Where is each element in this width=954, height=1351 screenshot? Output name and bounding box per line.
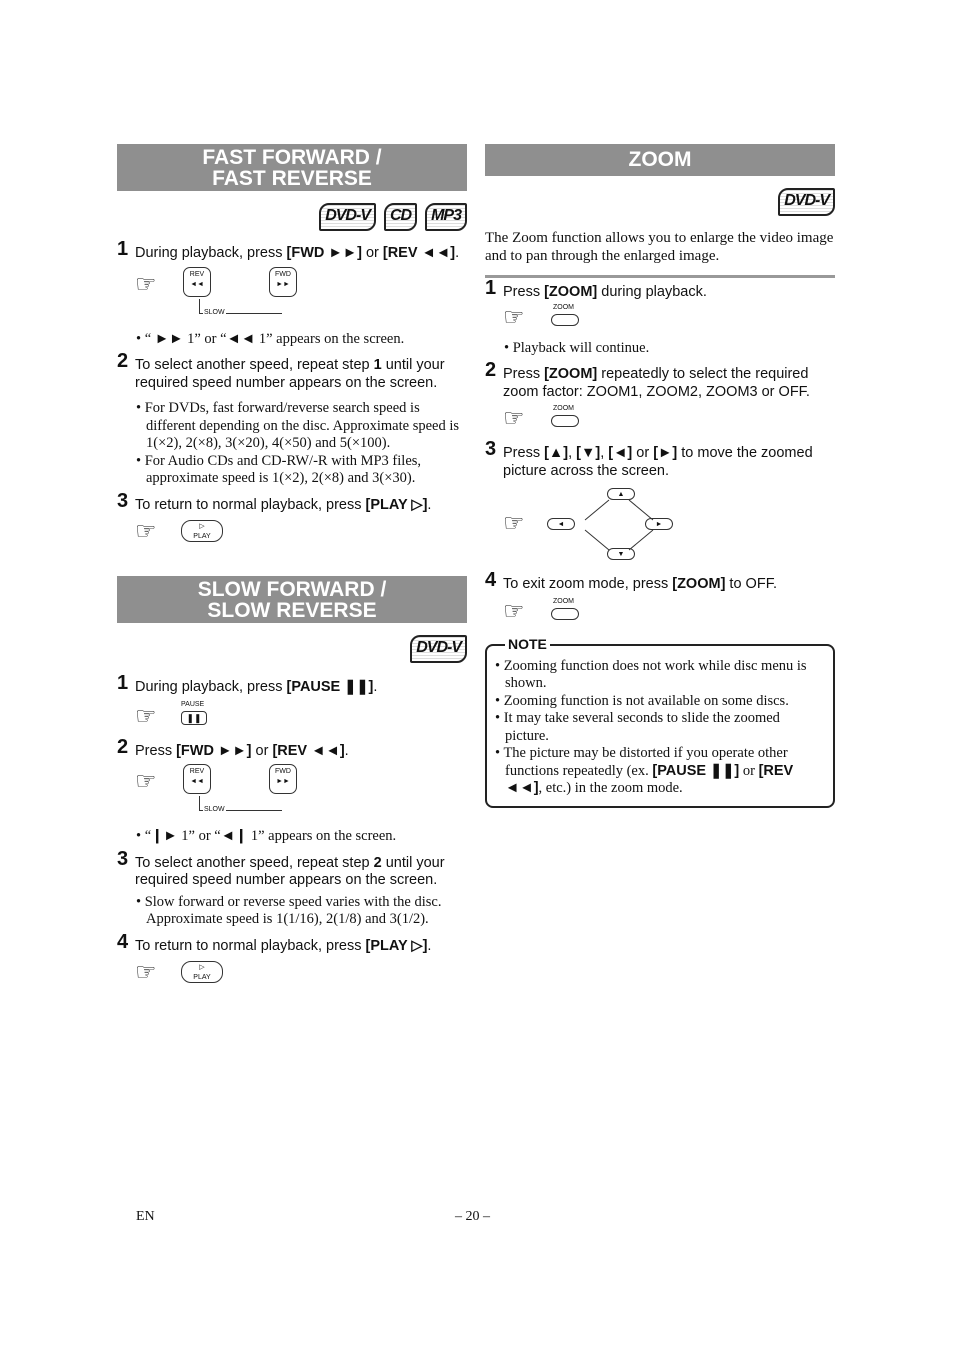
step-number: 1 [117,238,129,260]
header-line: FAST FORWARD / [202,146,382,169]
sf-step-1 [117,672,467,697]
btn-label: REV [189,768,205,775]
slow-forward-header [117,576,467,623]
sf-bullet-1: • “❙► 1” or “◄❙ 1” appears on the screen. [136,828,397,844]
step-text: During playback, press [135,679,287,695]
step-key: [PLAY ▷] [365,937,428,954]
zoom-step-4 [485,569,835,594]
btn-label: PLAY [193,974,211,981]
note-item: • Zooming function is not available on some discs. [495,692,789,709]
zoom-label: ZOOM [553,597,574,605]
fast-forward-header [117,144,467,191]
sf-step-4 [117,930,467,956]
ff-step-2 [117,350,467,392]
zoom-button-row [503,304,835,334]
left-column [117,144,467,999]
slow-label: SLOW [204,308,225,316]
note-item: • It may take several seconds to slide the zoomed picture. [495,710,780,744]
step-number: 2 [485,359,497,381]
fast-forward-icon: ►► [276,778,290,785]
step-text: to move the zoomed picture across the screen. [503,445,813,479]
sf-buttons [135,764,467,822]
header-line: SLOW FORWARD / [197,578,387,601]
ff-step-3 [117,489,467,515]
hand-pointer-icon: ☞ [135,960,157,986]
step-text: until your required speed number appears on the screen. [135,357,445,391]
step-text: Press [503,445,545,461]
step-text: to OFF. [725,576,777,592]
step-text: or [251,742,273,759]
step-text: , [568,445,577,461]
rewind-icon: ◄◄ [190,280,204,288]
down-button[interactable] [607,548,635,560]
fwd-button[interactable] [269,764,297,794]
left-button[interactable] [547,518,575,530]
hand-pointer-icon: ☞ [503,304,525,331]
hand-pointer-icon: ☞ [135,769,157,795]
step-number: 2 [117,735,129,758]
note-item: • Zooming function does not work while disc menu is shown. [495,657,807,691]
zoom-button-row [503,596,835,630]
step-number: 4 [485,569,497,591]
down-arrow-icon: ▼ [617,550,625,558]
zoom-button-row [503,403,835,439]
zoom-bullet-1: • Playback will continue. [504,339,650,356]
pause-icon: ❚❚ [186,712,202,723]
step-key: 1 [373,357,382,373]
rev-button[interactable] [183,267,211,297]
fast-forward-icon: ►► [276,280,290,288]
page-number: – 20 – [455,1209,490,1224]
step-number: 1 [485,277,497,299]
cd-logo: CD [384,203,417,231]
rev-button[interactable] [183,764,211,794]
step-number: 3 [485,438,497,460]
step-key: [▼] [576,445,601,461]
step-text: or [632,445,654,461]
step-text: Press [503,366,545,382]
step-text: To return to normal playback, press [135,937,366,954]
step-text: To exit zoom mode, press [503,576,673,592]
play-icon: ▷ [199,523,205,530]
right-arrow-icon: ► [655,520,663,528]
step-key: [PLAY ▷] [365,496,428,513]
dvd-v-logo: DVD-V [319,203,376,231]
step-key: [PAUSE ❚❚] [286,679,374,695]
step-key: [ZOOM] [544,366,598,382]
hand-pointer-icon: ☞ [503,406,525,432]
play-button[interactable] [181,961,223,983]
zoom-button[interactable] [551,314,579,326]
divider [485,275,835,278]
rewind-icon: ◄◄ [190,778,204,785]
up-button[interactable] [607,488,635,500]
note-key: [PAUSE ❚❚] [652,762,740,779]
note-box [485,635,835,808]
disc-logos [485,188,835,216]
step-text: . [427,937,432,954]
step-number: 3 [117,489,129,512]
language-code: EN [136,1209,155,1224]
ff-bullet-3: • For Audio CDs and CD-RW/-R with MP3 files, approximate speed is 1(×2), 2(×8) and 3(×30). [136,452,422,486]
hand-pointer-icon: ☞ [503,598,525,625]
zoom-header: ZOOM [485,144,835,176]
step-text: To select another speed, repeat step [135,357,374,373]
hand-pointer-icon: ☞ [135,271,157,298]
pause-button[interactable] [181,711,207,725]
step-text: or [361,245,383,261]
step-text: repeatedly to select the required zoom factor: ZOOM1, ZOOM2, ZOOM3 or OFF. [503,366,810,400]
note-text: • The picture may be distorted if you operate other functions repeatedly (ex. [495,745,788,779]
ff-bullet-1: • “ ►► 1” or “◄◄ 1” appears on the screen. [136,330,405,347]
step-text: To select another speed, repeat step [135,854,374,871]
zoom-label: ZOOM [553,303,574,311]
step-key: [ZOOM] [544,284,598,300]
step-text: . [455,245,460,261]
hand-pointer-icon: ☞ [135,519,157,545]
step-key: [FWD ►►] [286,245,362,261]
dvd-v-logo: DVD-V [778,188,835,216]
header-line: FAST REVERSE [212,167,372,190]
arrow-pad [503,486,835,570]
fwd-button[interactable] [269,267,297,297]
step-text: . [344,742,349,759]
step-text: . [427,496,432,513]
step-text: during playback. [597,284,707,300]
note-text: or [739,762,759,779]
sf-bullet-2: • Slow forward or reverse speed varies with the disc. Approximate speed is 1(1/16), 2(1/8) and 3(1/2). [136,893,442,927]
step-text: Press [503,284,545,300]
ff-step-1 [117,238,467,263]
sf-step-2 [117,735,467,761]
note-label: NOTE [505,636,550,652]
header-line: SLOW REVERSE [207,599,377,622]
ff-bullet-2: • For DVDs, fast forward/reverse search speed is different depending on the disc. Approximate speed is 1(×2), 2(×8), 3(×20), 4(×50) and 5(×100). [136,400,460,451]
btn-label: PLAY [193,533,211,540]
btn-label: FWD [275,768,291,775]
step-text: until your required speed number appears on the screen. [135,854,445,888]
step-key: [FWD ►►] [176,742,252,759]
step-number: 2 [117,350,129,372]
step-key: [▲] [544,445,569,461]
dvd-v-logo: DVD-V [410,635,467,663]
zoom-step-2 [485,359,835,401]
pause-button-row [135,701,467,737]
zoom-intro: The Zoom function allows you to enlarge the video image and to pan through the enlarged image. [485,230,834,264]
step-key: [◄] [608,445,633,461]
left-arrow-icon: ◄ [557,520,565,528]
step-key: [REV ◄◄] [272,742,345,759]
ff-buttons [135,267,467,325]
zoom-step-1 [485,277,835,302]
step-text: During playback, press [135,245,287,261]
disc-logos [117,203,467,231]
step-number: 3 [117,847,129,870]
play-button[interactable] [181,520,223,542]
right-button[interactable] [645,518,673,530]
step-text: . [373,679,378,695]
play-button-row [135,959,467,993]
step-number: 4 [117,930,129,953]
step-number: 1 [117,672,129,694]
step-key: [ZOOM] [672,576,726,592]
note-key: [REV ◄◄] [505,762,794,796]
right-column [485,144,835,808]
hand-pointer-icon: ☞ [135,703,157,730]
note-text: , etc.) in the zoom mode. [538,780,683,796]
play-button-row [135,518,467,552]
step-text: Press [135,742,177,759]
zoom-step-3 [485,438,835,480]
hand-pointer-icon: ☞ [503,511,525,537]
play-icon: ▷ [199,964,205,971]
zoom-button[interactable] [551,415,579,427]
note-item [495,745,825,798]
disc-logos [117,635,467,663]
up-arrow-icon: ▲ [617,490,625,498]
step-key: 2 [373,854,382,871]
zoom-label: ZOOM [553,405,574,412]
step-key: [►] [653,445,678,461]
pause-label: PAUSE [181,700,205,708]
btn-label: REV [189,270,205,278]
step-text: To return to normal playback, press [135,496,366,513]
zoom-button[interactable] [551,608,579,620]
slow-label: SLOW [204,806,225,813]
step-text: , [600,445,609,461]
btn-label: FWD [275,270,291,278]
sf-step-3 [117,847,467,890]
step-key: [REV ◄◄] [382,245,456,261]
mp3-logo: MP3 [425,203,467,231]
